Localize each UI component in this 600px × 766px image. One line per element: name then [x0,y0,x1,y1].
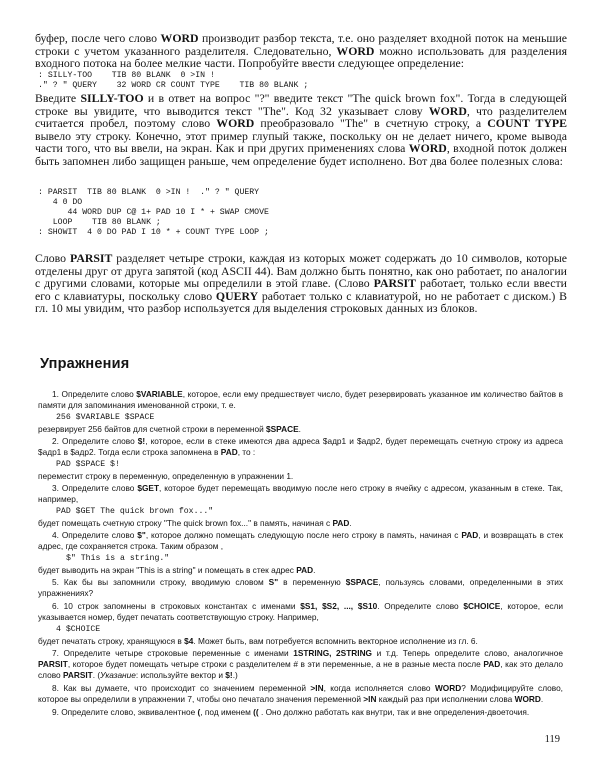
paragraph-silly-too-explanation: Введите SILLY-TOO и в ответ на вопрос "?" введите текст "The quick brown fox". Тогда в следующей строке вы увидите, что выводится текст "The". Код 32 указывает слову WORD, что разделителем считается пробел, поэтому слово WORD преобразовало "The" в счетную строку, а COUNT TYPE вывело эту строку. Конечно, этот пример глупый также, поскольку он не делает ничего, кроме вывода части того, что вы ввели, на экран. Как и при других применениях слова WORD, входной поток должен быть запомнен либо защищен раньше, чем определение будет исполнено. Вот два более полезных слова: [35,91,567,168]
exercise-4-result: будет выводить на экран "This is a string" и помещать в стек адрес PAD. [38,565,316,575]
page-number: 119 [544,734,560,745]
paragraph-word-parsing: буфер, после чего слово WORD производит разбор текста, т.е. оно разделяет входной поток на меньшие строки с учетом указанного разделителя. Следовательно, WORD можно использовать для разделения входного потока на более мелкие части. Попробуйте ввести следующее определение: [35,31,568,71]
exercise-8: 8. Как вы думаете, что происходит со значением переменной >IN, когда исполняется слово WORD? Модифицируйте слово, которое вы определили в упражнении 7, чтобы оно печатало значения переменной >IN каждый раз при исполнении слова WORD. [38,683,563,705]
exercise-1-code: 256 $VARIABLE $SPACE [56,413,155,422]
exercise-4: 4. Определите слово $", которое должно помещать следующую после него строку в память, начиная с PAD, и возвращать в стек адрес, где сохраняется строка. Таким образом , [38,530,563,552]
exercise-6-result: будет печатать строку, хранящуюся в $4. Может быть, вам потребуется вспомнить векторное исполнение из гл. 6. [38,636,478,646]
exercise-2: 2. Определите слово $!, которое, если в стеке имеются два адреса $адр1 и $адр2, будет перемещать счетную строку из адреса $адр1 в $адр2. Тогда если строка запомнена в PAD, то : [38,436,563,458]
exercise-7: 7. Определите четыре строковые переменные с именами 1STRING, 2STRING и т.д. Теперь определите слово, аналогичное PARSIT, которое будет помещать четыре строки с разделителем # в эти переменные, а не в разные места после PAD, как это делало слово PARSIT. (Указание: используйте вектор и $!.) [38,648,564,681]
exercise-3-result: будет помещать счетную строку "The quick brown fox..." в память, начиная с PAD. [38,518,352,528]
exercise-2-code: PAD $SPACE $! [56,460,120,469]
section-heading-exercises: Упражнения [40,356,130,372]
code-silly-too: : SILLY-TOO TIB 80 BLANK 0 >IN ! ." ? " QUERY 32 WORD CR COUNT TYPE TIB 80 BLANK ; [38,71,309,90]
exercise-3-code: PAD $GET The quick brown fox..." [56,507,214,516]
exercise-1: 1. Определите слово $VARIABLE, которое, если ему предшествует число, будет резервировать указанное им количество байтов в памяти для запоминания именованной строки, т. е. [38,389,563,411]
exercise-3: 3. Определите слово $GET, которое будет перемещать вводимую после него строку в ячейку с адресом, указанным в стеке. Так, например, [38,483,563,505]
code-parsit-showit: : PARSIT TIB 80 BLANK 0 >IN ! ." ? " QUERY 4 0 DO 44 WORD DUP C@ 1+ PAD 10 I * + SWAP CMOVE LOOP TIB 80 BLANK ; : SHOWIT 4 0 DO PAD I 10 * + COUNT TYPE LOOP ; [38,188,269,237]
exercise-2-result: переместит строку в переменную, определенную в упражнении 1. [38,471,294,481]
exercise-6: 6. 10 строк запомнены в строковых константах с именами $S1, $S2, ..., $S10. Определите слово $CHOICE, которое, если указывается номер, будет печатать соответствующую строку. Например, [38,601,563,623]
exercise-1-result: резервирует 256 байтов для счетной строки в переменной $SPACE. [38,424,301,434]
exercise-4-code: $" This is a string." [66,554,170,563]
paragraph-parsit-explanation: Слово PARSIT разделяет четыре строки, каждая из которых может содержать до 10 символов, которые отделены друг от друга запятой (код ASCII 44). Вам должно быть понятно, как оно работает, по аналогии с другими словами, которые мы определили в этой главе. (Слово PARSIT работает, только если ввести его с клавиатуры, поскольку слово QUERY работает только с клавиатурой, но не работает с диском.) В гл. 10 мы увидим, что разбор используется для выделения строковых данных из блоков. [35,251,567,316]
exercise-9: 9. Определите слово, эквивалентное (, под именем (( . Оно должно работать как внутри, так и вне определения-двоеточия. [52,707,530,717]
exercise-5: 5. Как бы вы запомнили строку, вводимую словом S" в переменную $SPACE, пользуясь словами, определенными в этих упражнениях? [38,577,563,599]
exercise-6-code: 4 $CHOICE [56,625,101,634]
